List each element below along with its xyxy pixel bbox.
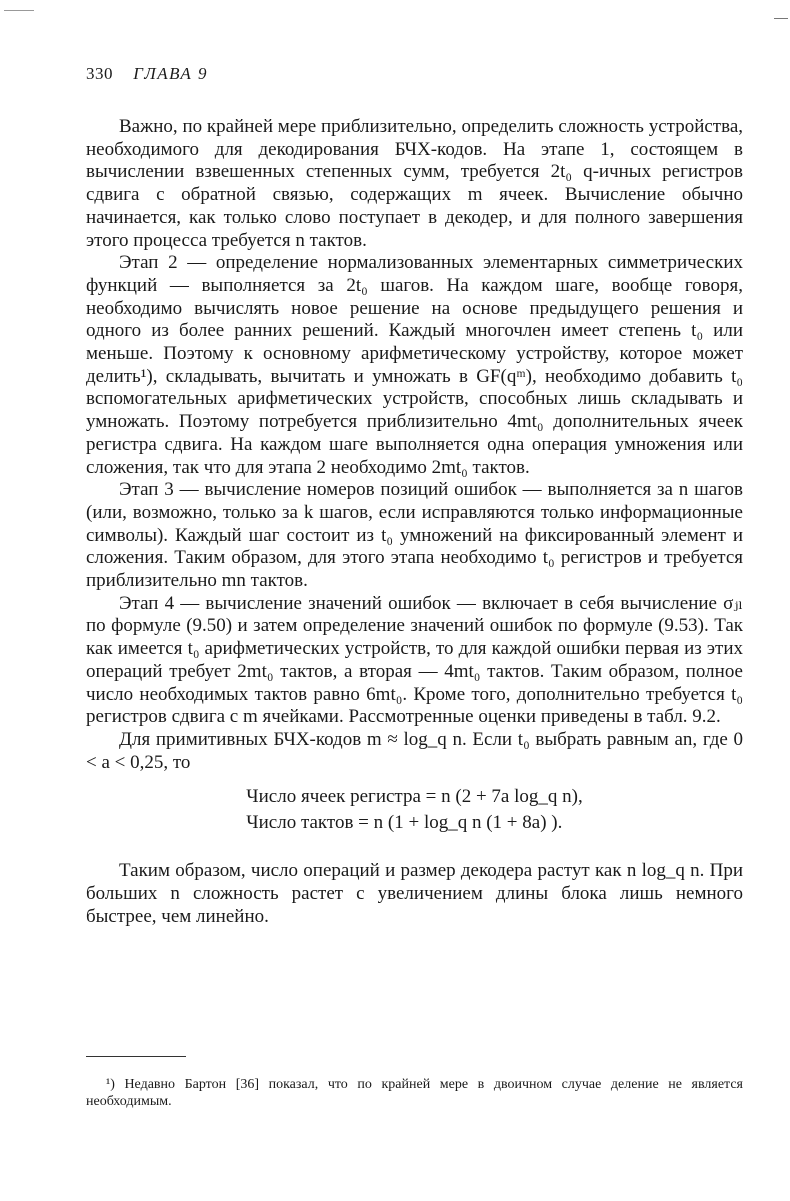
chapter-title: ГЛАВА 9 [133,64,208,83]
footnote: ¹) Недавно Бартон [36] показал, что по крайней мере в двоичном случае деление не является необходимым. [86,1077,743,1109]
footnote-separator [86,1056,186,1057]
paragraph-stage-1: Важно, по крайней мере приблизительно, определить сложность устройства, необходимого для декодирования БЧХ-кодов. На этапе 1, состоящем в вычислении взвешенных степенных сумм, требуется 2t₀ q-ичных регистров сдвига с обратной связью, содержащих m ячеек. Вычисление обычно начинается, как только слово поступает в декодер, и для полного завершения этого процесса требуется n тактов. [86,116,743,251]
paragraph-stage-2: Этап 2 — определение нормализованных элементарных симметрических функций — выполняется за 2t₀ шагов. На каждом шаге, вообще говоря, необходимо вычислять новое решение на основе предыдущего решения и одного из более ранних решений. Каждый многочлен имеет степень t₀ или меньше. Поэтому к основному арифметическому устройству, которое может делить¹), складывать, вычитать и умножать в GF(qᵐ), необходимо добавить t₀ вспомогательных арифметических устройств, способных лишь складывать и умножать. Поэтому потребуется приблизительно 4mt₀ дополнительных ячеек регистра сдвига. На каждом шаге выполняется одна операция умножения или сложения, так что для этапа 2 необходимо 2mt₀ тактов. [86,252,743,478]
formula-block [86,784,743,836]
page-body [86,116,743,929]
page-number: 330 [86,64,113,83]
formula-clock-cycles: Число тактов = n (1 + log_q n (1 + 8a) ). [246,812,563,834]
paragraph-stage-3: Этап 3 — вычисление номеров позиций ошибок — выполняется за n шагов (или, возможно, только за k шагов, если исправляются только информационные символы). Каждый шаг состоит из t₀ умножений на фиксированный элемент и сложения. Таким образом, для этого этапа необходимо t₀ регистров и требуется приблизительно mn тактов. [86,479,743,592]
formula-register-cells: Число ячеек регистра = n (2 + 7a log_q n), [246,786,583,808]
scan-edge-line-top-right [774,18,788,19]
paragraph-primitive-codes: Для примитивных БЧХ-кодов m ≈ log_q n. Если t₀ выбрать равным an, где 0 < a < 0,25, то [86,728,743,773]
page-header [86,64,208,84]
paragraph-stage-4: Этап 4 — вычисление значений ошибок — включает в себя вычисление σⱼₗ по формуле (9.50) и затем определение значений ошибок по формуле (9.53). Так как имеется t₀ арифметических устройств, то для каждой ошибки первая из этих операций требует 2mt₀ тактов, а вторая — 4mt₀ тактов. Таким образом, полное число необходимых тактов равно 6mt₀. Кроме того, дополнительно требуется t₀ регистров сдвига с m ячейками. Рассмотренные оценки приведены в табл. 9.2. [86,592,743,728]
scan-edge-line-top-left [4,10,34,11]
paragraph-conclusion: Таким образом, число операций и размер декодера растут как n log_q n. При больших n сложность растет с увеличением длины блока лишь немного быстрее, чем линейно. [86,860,743,927]
